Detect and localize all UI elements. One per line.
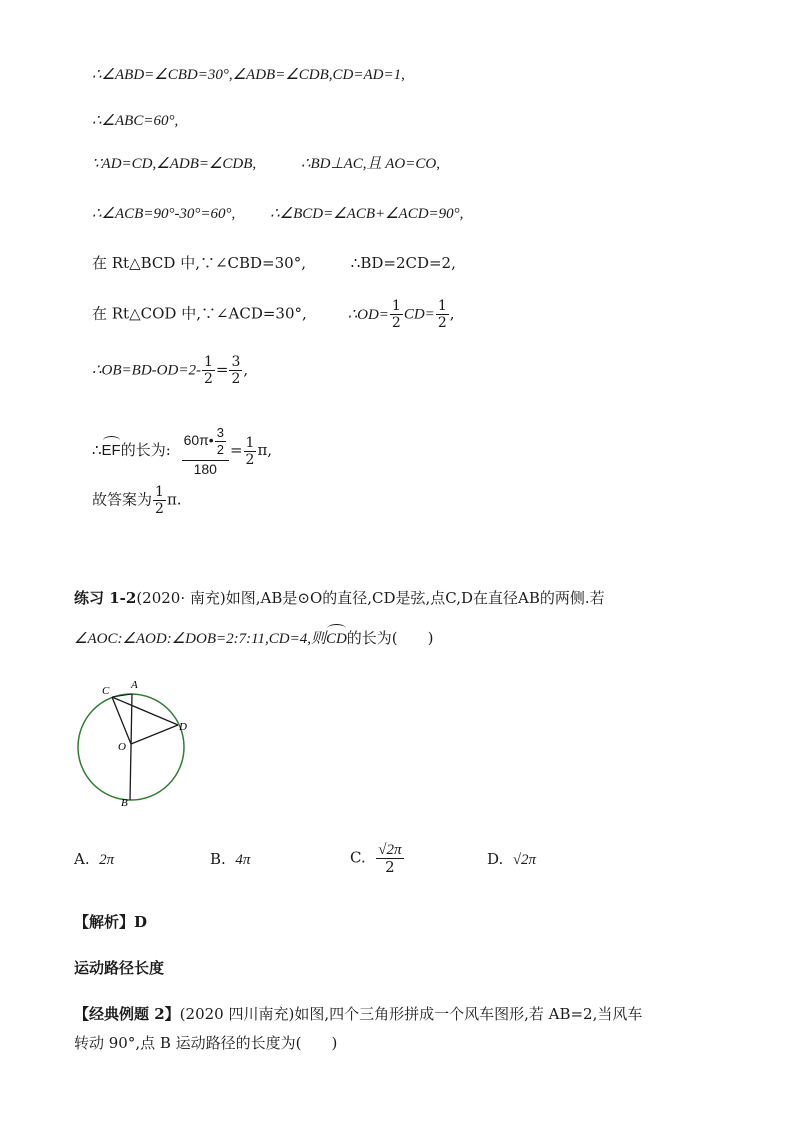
option-b[interactable]: B. 4π [210,850,251,868]
arc-ef: EF [101,442,121,459]
option-a[interactable]: A. 2π [74,850,115,868]
exercise-line-2: ∠AOC:∠AOD:∠DOB=2:7:11,CD=4,则CD的长为( ) [74,629,434,647]
solution-line-7: ∴OB=BD-OD=2- $\frac{1}{2}$ = $\frac{3}{2}$ , [92,354,249,387]
fraction-arc-length: 60π• $\frac{3}{2}$ 180 [182,425,229,477]
option-d[interactable]: D. √2π [487,850,537,868]
solution-line-8: ∴EF的长为: 60π• $\frac{3}{2}$ 180 = $\frac{1}{2}$ π, [92,425,273,477]
fraction-half: $\frac{1}{2}$ [155,484,164,517]
fraction-half: $\frac{1}{2}$ [245,434,255,468]
fraction-half: $\frac{1}{2}$ [203,354,213,387]
label-d: D [179,721,187,733]
exercise-label: 练习 1-2 [74,589,137,607]
solution-line-1: ∴∠ABD=∠CBD=30°,∠ADB=∠CDB,CD=AD=1, [92,67,405,83]
fraction-three-halves: $\frac{3}{2}$ [231,354,241,387]
label-c: C [102,685,110,697]
solution-line-3: ∵AD=CD,∠ADB=∠CDB, ∴BD⊥AC,且 AO=CO, [92,156,440,172]
fraction-three-halves: $\frac{3}{2}$ [216,425,224,457]
fraction-half: $\frac{1}{2}$ [437,298,447,331]
arc-cd: CD [325,631,347,647]
segment-od [131,725,178,744]
solution-line-4: ∴∠ACB=90°-30°=60°, ∴∠BCD=∠ACB+∠ACD=90°, [92,206,464,222]
solution-line-2: ∴∠ABC=60°, [92,113,179,129]
example-label: 【经典例题 2】 [74,1005,180,1023]
diameter-ab [130,694,132,800]
solution-line-5: 在 Rt△BCD 中,∵∠CBD=30°, ∴BD=2CD=2, [92,254,456,272]
label-o: O [118,741,126,753]
example-line-2: 转动 90°,点 B 运动路径的长度为( ) [74,1034,338,1052]
analysis: 【解析】D [74,913,148,931]
option-c-fraction: $\frac{√2\pi}{2}$ [378,842,402,876]
section-title: 运动路径长度 [74,959,165,977]
solution-line-9: 故答案为 $\frac{1}{2}$ π. [92,484,182,517]
option-c[interactable]: C. $\frac{√2\pi}{2}$ [350,842,402,876]
circle-figure [70,672,200,812]
label-b: B [121,797,128,809]
example-line-1: 【经典例题 2】(2020 四川南充)如图,四个三角形拼成一个风车图形,若 AB=2,当风车 [74,1005,643,1023]
solution-line-6: 在 Rt△COD 中,∵∠ACD=30°, ∴OD= $\frac{1}{2}$ CD= $\frac{1}{2}$ , [92,298,455,331]
label-a: A [131,679,138,691]
exercise-line-1: 练习 1-2(2020· 南充)如图,AB是⊙O的直径,CD是弦,点C,D在直径AB的两侧.若 [74,589,605,607]
fraction-half: $\frac{1}{2}$ [391,298,401,331]
